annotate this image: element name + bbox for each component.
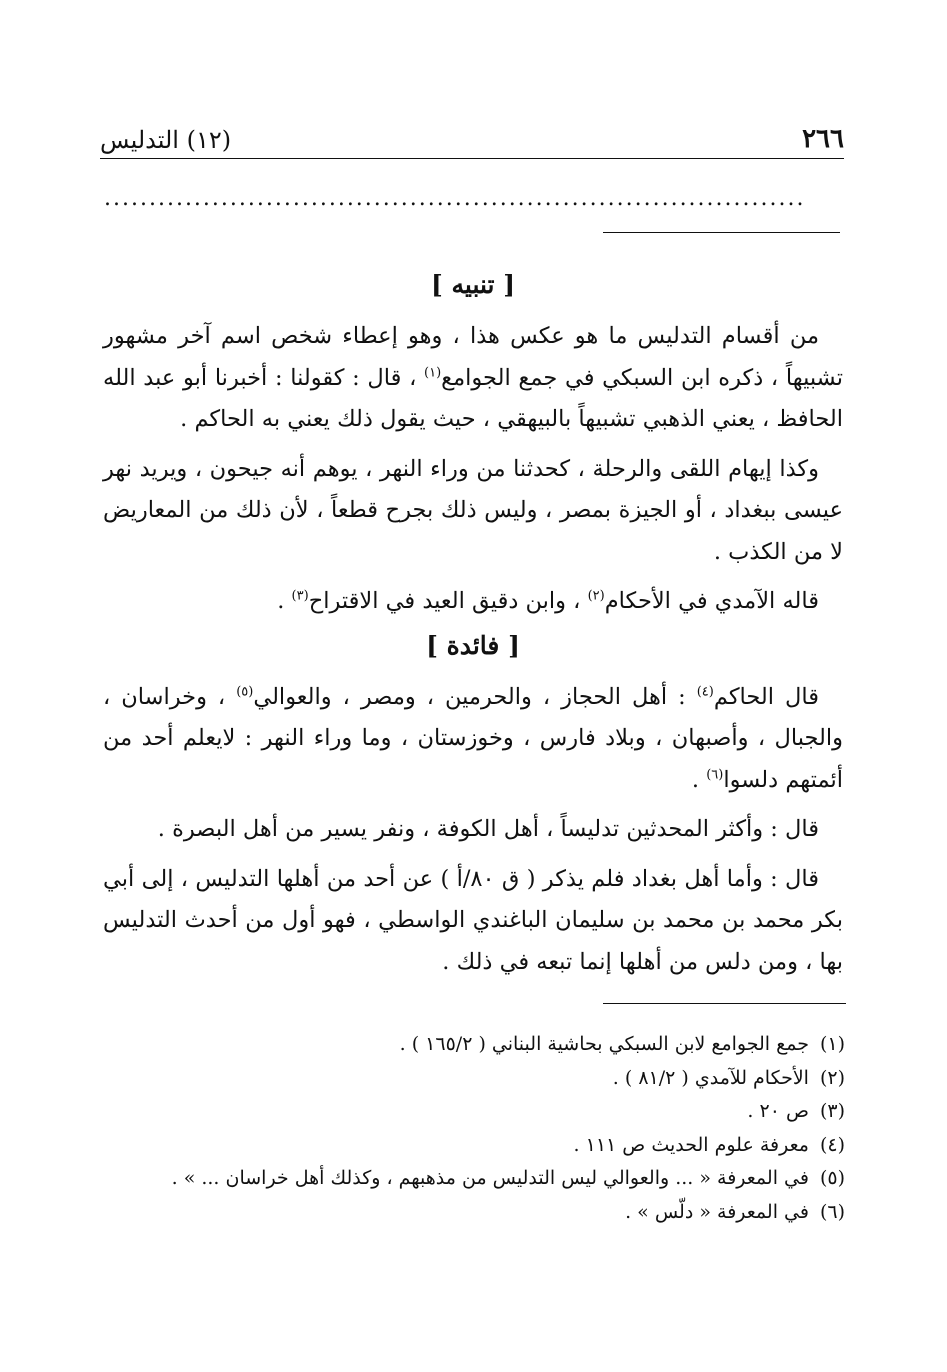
- footnote-number: (٤): [819, 1133, 845, 1156]
- footnote-text: معرفة علوم الحديث ص ١١١ .: [573, 1133, 809, 1156]
- main-text: [103, 262, 843, 983]
- dotted-separator: ..............................................................................: [104, 186, 806, 211]
- footnote-number: (١): [819, 1033, 845, 1055]
- footnote-item: [103, 1095, 845, 1129]
- paragraph-3-text-a: قاله الآمدي في الأحكام: [604, 588, 819, 614]
- paragraph-3-text-c: .: [277, 588, 292, 614]
- heading-faida: [ فائدة ]: [426, 630, 520, 660]
- footnote-item: [103, 1196, 845, 1230]
- spacer: [103, 851, 843, 859]
- page-header: [100, 124, 844, 159]
- footnote-text: في المعرفة « دلّس » .: [625, 1200, 809, 1223]
- paragraph-4-text-d: .: [691, 766, 707, 793]
- paragraph-4-text-b: : أهل الحجاز ، والحرمين ، ومصر ، والعوالي: [253, 683, 697, 710]
- footnote-item: [103, 1028, 845, 1062]
- footnote-item: [103, 1162, 845, 1196]
- footnote-number: (٥): [819, 1167, 845, 1189]
- paragraph-1-text: من أقسام التدليس ما هو عكس هذا ، وهو إعطاء شخص اسم آخر مشهور تشبيهاً ، ذكره ابن السبكي في جمع الجوامع: [103, 323, 843, 391]
- footnote-number: (٦): [819, 1200, 845, 1223]
- paragraph-5: قال : وأكثر المحدثين تدليساً ، أهل الكوفة ، ونفر يسير من أهل البصرة .: [157, 816, 819, 842]
- footnote-number: (٢): [819, 1066, 845, 1089]
- spacer: [103, 801, 843, 809]
- footnote-text: ص ٢٠ .: [747, 1100, 809, 1122]
- paragraph-2: وكذا إيهام اللقى والرحلة ، كحدثنا من وراء النهر ، يوهم أنه جيحون ، ويريد نهر عيسى ببغداد ، أو الجيزة بمصر ، وليس ذلك بجرح قطعاً ، لأن ذلك من المعاريض لا من الكذب .: [103, 455, 843, 565]
- footnote-ref-6: (٦): [706, 767, 724, 782]
- paragraph-6: قال : وأما أهل بغداد فلم يذكر ( ق ٨٠/أ ) عن أحد من أهلها التدليس ، إلى أبي بكر محمد بن محمد بن سليمان الباغندي الواسطي ، فهو أول من أحدث التدليس بها ، ومن دلس من أهلها إنما تبعه في ذلك .: [103, 865, 843, 975]
- spacer: [103, 308, 843, 316]
- footnotes-list: [103, 1028, 845, 1229]
- footnote-item: [103, 1062, 845, 1096]
- footnote-text: الأحكام للآمدي ( ٨١/٢ ) .: [612, 1066, 809, 1089]
- paragraph-4: [103, 677, 843, 802]
- footnote-ref-2: (٢): [587, 588, 605, 604]
- paragraph-4-text-a: قال الحاكم: [713, 683, 819, 710]
- paragraph-1-cont: ، قال : كقولنا : أخبرنا أبو عبد الله الحافظ ، يعني الذهبي تشبيهاً بالبيهقي ، حيث يقول ذلك يعني به الحاكم .: [103, 364, 843, 432]
- paragraph-3-text-b: ، وابن دقيق العيد في الاقتراح: [308, 588, 588, 614]
- spacer: [103, 573, 843, 581]
- spacer: [103, 669, 843, 677]
- footnote-ref-5: (٥): [236, 684, 254, 699]
- paragraph-1: [103, 316, 843, 441]
- paragraph-3: [103, 581, 843, 623]
- heading-tanbih: [ تنبيه ]: [430, 270, 516, 299]
- footnote-ref-1: (١): [424, 365, 442, 380]
- footnote-text: جمع الجوامع لابن السبكي بحاشية البناني ( ١٦٥/٢ ) .: [399, 1033, 809, 1055]
- running-title: (١٢) التدليس: [100, 126, 232, 154]
- footnote-ref-4: (٤): [696, 684, 714, 699]
- paragraph-4-text-c: ، وخراسان ، والجبال ، وأصبهان ، وبلاد فارس ، وخوزستان ، وما وراء النهر : لايعلم أحد من أئمتهم دلسوا: [103, 683, 843, 793]
- footnote-ref-3: (٣): [291, 588, 309, 604]
- footnote-text: في المعرفة « ... والعوالي ليس التدليس من مذهبهم ، وكذلك أهل خراسان ... » .: [171, 1167, 809, 1189]
- footnote-number: (٣): [819, 1100, 845, 1122]
- footnote-separator: [603, 1003, 846, 1004]
- page-number: ٢٦٦: [802, 124, 844, 154]
- footnote-item: [103, 1129, 845, 1163]
- separator-rule: [603, 232, 840, 233]
- spacer: [103, 441, 843, 449]
